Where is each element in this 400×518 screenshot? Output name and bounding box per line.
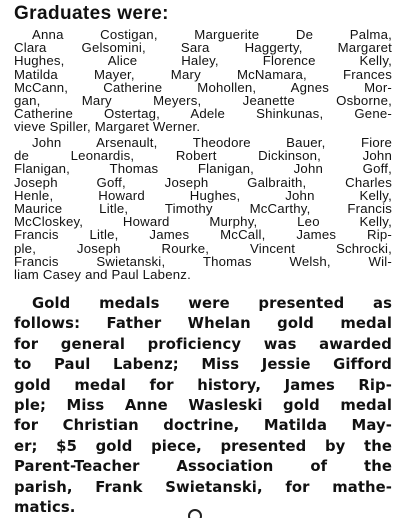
section-heading: Graduates were: <box>14 3 169 24</box>
ornament-icon <box>188 509 202 518</box>
text-line: ple; Miss Anne Wasleski gold medal <box>14 397 392 415</box>
text-line: Joseph Goff, Joseph Galbraith, Charles <box>14 174 392 190</box>
text-line: de Leonardis, Robert Dickinson, John <box>14 148 392 164</box>
graduates-girls-paragraph <box>14 28 392 134</box>
text-line: Francis Swietanski, Thomas Welsh, Wil- <box>14 253 392 269</box>
text-line: McCloskey, Howard Murphy, Leo Kelly, <box>14 214 392 230</box>
text-line: gan, Mary Meyers, Jeanette Osborne, <box>14 93 392 109</box>
text-line: Hughes, Alice Haley, Florence Kelly, <box>14 53 392 69</box>
text-line: to Paul Labenz; Miss Jessie Gifford <box>14 356 392 374</box>
graduates-boys-paragraph <box>14 136 392 281</box>
text-line: for general proficiency was awarded <box>14 335 392 353</box>
text-line: Parent-Teacher Association of the <box>14 458 392 476</box>
text-line: Catherine Ostertag, Adele Shinkunas, Gene- <box>14 106 392 122</box>
text-line: follows: Father Whelan gold medal <box>14 315 392 333</box>
text-line: Matilda Mayer, Mary McNamara, Frances <box>14 66 392 82</box>
text-line: for Christian doctrine, Matilda May- <box>14 417 392 435</box>
text-line: Anna Costigan, Marguerite De Palma, <box>32 27 392 42</box>
text-line: matics. <box>14 499 76 517</box>
text-line: Francis Litle, James McCall, James Rip- <box>14 227 392 243</box>
text-line: Flanigan, Thomas Flanigan, John Goff, <box>14 161 392 177</box>
text-line: John Arsenault, Theodore Bauer, Fiore <box>32 135 392 150</box>
text-line: er; $5 gold piece, presented by the <box>14 437 392 455</box>
text-line: ple, Joseph Rourke, Vincent Schrocki, <box>14 240 392 256</box>
text-line: Maurice Litle, Timothy McCarthy, Francis <box>14 201 392 217</box>
text-line: McCann, Catherine Mohollen, Agnes Mor- <box>14 79 392 95</box>
text-line: gold medal for history, James Rip- <box>14 376 392 394</box>
text-line: Gold medals were presented as <box>32 295 392 312</box>
text-line: vieve Spiller, Margaret Werner. <box>14 119 201 135</box>
text-line: Clara Gelsomini, Sara Haggerty, Margaret <box>14 40 392 56</box>
text-line: liam Casey and Paul Labenz. <box>14 267 191 283</box>
text-line: Henle, Howard Hughes, John Kelly, <box>14 187 392 203</box>
gold-medals-paragraph <box>14 294 392 518</box>
text-line: parish, Frank Swietanski, for mathe- <box>14 478 392 496</box>
